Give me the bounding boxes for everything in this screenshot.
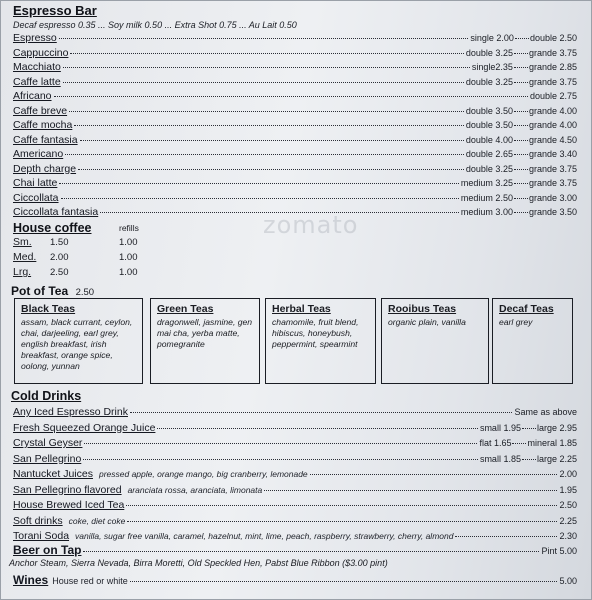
item-name: Africano <box>13 90 52 102</box>
beer-heading: Beer on Tap <box>13 543 82 557</box>
item-price-secondary: 1.95 <box>559 484 577 495</box>
tea-box-title: Black Teas <box>21 303 76 315</box>
item-price-secondary: grande 3.40 <box>528 149 577 159</box>
item-price-secondary: grande 4.50 <box>528 134 577 145</box>
menu-item-row <box>13 134 577 146</box>
dot-leader <box>84 443 477 444</box>
item-name: Fresh Squeezed Orange Juice <box>13 421 156 434</box>
tea-box-decaf <box>492 298 573 384</box>
item-price-primary: small 1.95 <box>479 422 521 433</box>
dot-leader <box>65 154 464 155</box>
dot-leader <box>514 169 528 170</box>
dot-leader <box>310 474 558 475</box>
item-name: Nantucket Juices <box>13 468 93 480</box>
coffee-refill-price: 1.00 <box>119 267 138 278</box>
coffee-price: 1.50 <box>50 237 69 248</box>
menu-item-row <box>13 437 577 449</box>
menu-item-row <box>13 530 577 542</box>
item-name: Caffe breve <box>13 104 68 117</box>
tea-box-title: Decaf Teas <box>499 303 554 315</box>
item-price-primary: medium 2.50 <box>460 192 513 203</box>
item-price-secondary: 2.25 <box>559 515 577 526</box>
menu-item-row <box>13 484 577 496</box>
item-price-primary: double 3.50 <box>465 120 513 130</box>
dot-leader <box>126 505 557 506</box>
dot-leader <box>455 536 557 537</box>
dot-leader <box>59 183 459 184</box>
item-price-secondary: 2.00 <box>559 469 577 479</box>
wines-heading: Wines <box>13 573 49 587</box>
coffee-size: Sm. <box>13 236 32 248</box>
item-price-secondary: 2.50 <box>559 500 577 510</box>
menu-item-row <box>13 32 577 44</box>
tea-box-green <box>150 298 260 384</box>
dot-leader <box>83 459 478 460</box>
dot-leader <box>70 53 463 54</box>
item-price-primary: double 4.00 <box>465 134 513 145</box>
tea-box-desc: dragonwell, jasmine, gen mai cha, yerba matte, pomegranite <box>157 317 253 349</box>
tea-box-herbal <box>265 298 376 384</box>
dot-leader <box>514 125 528 126</box>
dot-leader <box>80 140 464 141</box>
menu-item-row <box>13 76 577 88</box>
item-name: Espresso <box>13 32 57 44</box>
menu-item-row <box>13 468 577 480</box>
item-price-primary: small 1.85 <box>479 453 521 464</box>
dot-leader <box>514 198 528 199</box>
item-name: San Pellegrino flavored <box>13 483 122 496</box>
pot-of-tea-price: 2.50 <box>75 287 95 298</box>
dot-leader <box>54 96 528 97</box>
tea-box-desc: earl grey <box>499 317 533 327</box>
item-price-secondary: grande 4.00 <box>528 120 577 130</box>
item-name: Soft drinks <box>13 514 63 527</box>
dot-leader <box>514 140 528 141</box>
item-price-primary: single 2.00 <box>470 33 514 43</box>
menu-item-row <box>13 177 577 189</box>
item-name: Crystal Geyser <box>13 437 83 449</box>
item-description: coke, diet coke <box>68 515 126 526</box>
menu-item-row <box>13 499 577 511</box>
menu-item-row <box>13 515 577 527</box>
dot-leader <box>514 212 528 213</box>
item-price-secondary: grande 3.75 <box>528 76 577 87</box>
item-price-secondary: large 2.95 <box>536 422 577 433</box>
coffee-price: 2.00 <box>50 252 69 263</box>
tea-box-desc: organic plain, vanilla <box>388 317 466 327</box>
item-name: Ciccollata fantasia <box>13 206 99 218</box>
tea-box-title: Green Teas <box>157 303 214 315</box>
beer-row <box>13 543 577 555</box>
menu-item-row <box>13 61 577 73</box>
item-price-primary: medium 3.00 <box>460 207 513 217</box>
item-price-secondary: double 2.75 <box>529 91 577 101</box>
coffee-size: Lrg. <box>13 266 32 278</box>
dot-leader <box>514 53 528 54</box>
tea-box-desc: chamomile, fruit blend, hibiscus, honeybush, peppermint, spearmint <box>272 317 359 349</box>
wines-price: 5.00 <box>559 576 577 586</box>
item-name: Cappuccino <box>13 46 69 59</box>
menu-item-row <box>13 90 577 102</box>
menu-item-row <box>13 105 577 117</box>
house-coffee-heading: House coffee <box>13 221 92 235</box>
item-name: San Pellegrino <box>13 452 82 465</box>
item-price-secondary: 2.30 <box>559 531 577 541</box>
tea-box-title: Herbal Teas <box>272 303 331 315</box>
coffee-size: Med. <box>13 251 37 263</box>
dot-leader <box>514 183 528 184</box>
dot-leader <box>157 428 478 429</box>
item-name: Torani Soda <box>13 530 70 542</box>
espresso-extras-note: Decaf espresso 0.35 ... Soy milk 0.50 ... Extra Shot 0.75 ... Au Lait 0.50 <box>13 20 297 30</box>
item-name: Americano <box>13 148 64 160</box>
item-price-primary: double 3.50 <box>465 105 513 116</box>
item-name: Caffe latte <box>13 75 61 88</box>
menu-item-row <box>13 453 577 465</box>
item-description: vanilla, sugar free vanilla, caramel, hazelnut, mint, lime, peach, raspberry, strawberry, cherry, almond <box>75 531 454 541</box>
dot-leader <box>130 581 558 582</box>
item-name: Caffe mocha <box>13 119 73 131</box>
item-price-primary: medium 3.25 <box>460 178 513 188</box>
espresso-bar-heading: Espresso Bar <box>13 3 97 18</box>
dot-leader <box>512 443 526 444</box>
menu-item-row <box>13 163 577 175</box>
item-price-secondary: Same as above <box>514 407 577 417</box>
item-price-primary: double 3.25 <box>465 76 513 87</box>
item-price-secondary: grande 3.00 <box>528 192 577 203</box>
beer-list: Anchor Steam, Sierra Nevada, Birra Moretti, Old Speckled Hen, Pabst Blue Ribbon ($3.00 pint) <box>9 558 388 568</box>
item-description: aranciata rossa, aranciata, limonata <box>127 484 263 495</box>
tea-box-rooibus <box>381 298 489 384</box>
item-price-primary: flat 1.65 <box>479 438 512 448</box>
menu-item-row <box>13 47 577 59</box>
dot-leader <box>63 67 470 68</box>
item-price-primary: double 2.65 <box>465 149 513 159</box>
item-price-primary: double 3.25 <box>465 163 513 174</box>
tea-box-title: Rooibus Teas <box>388 303 457 315</box>
refills-label: refills <box>119 223 139 233</box>
item-price-secondary: grande 3.75 <box>528 47 577 58</box>
coffee-refill-price: 1.00 <box>119 237 138 248</box>
wines-row <box>13 573 577 585</box>
item-price-secondary: double 2.50 <box>529 33 577 43</box>
item-name: Chai latte <box>13 177 58 189</box>
tea-box-desc: assam, black currant, ceylon, chai, darjeeling, earl grey, english breakfast, irish breakfast, orange spice, oolong, yunnan <box>21 317 133 371</box>
dot-leader <box>83 551 539 552</box>
menu-item-row <box>13 406 577 418</box>
wines-desc: House red or white <box>52 576 128 586</box>
item-price-secondary: grande 2.85 <box>528 62 577 72</box>
dot-leader <box>264 490 557 491</box>
dot-leader <box>127 521 557 522</box>
dot-leader <box>61 198 459 199</box>
dot-leader <box>130 412 512 413</box>
item-name: House Brewed Iced Tea <box>13 499 125 511</box>
dot-leader <box>69 111 464 112</box>
dot-leader <box>514 154 528 155</box>
dot-leader <box>522 459 536 460</box>
coffee-refill-price: 1.00 <box>119 252 138 263</box>
item-name: Any Iced Espresso Drink <box>13 406 128 418</box>
dot-leader <box>63 82 464 83</box>
item-name: Macchiato <box>13 61 61 73</box>
item-name: Caffe fantasia <box>13 133 78 146</box>
dot-leader <box>59 38 469 39</box>
coffee-price: 2.50 <box>50 267 69 278</box>
dot-leader <box>514 82 528 83</box>
item-price-primary: single2.35 <box>471 62 513 72</box>
beer-price: Pint 5.00 <box>541 546 577 556</box>
item-price-secondary: grande 3.50 <box>528 207 577 217</box>
pot-of-tea-title: Pot of Tea <box>11 284 69 298</box>
dot-leader <box>522 428 536 429</box>
item-name: Ciccollata <box>13 191 59 204</box>
item-price-secondary: grande 3.75 <box>528 163 577 174</box>
item-price-secondary: large 2.25 <box>536 453 577 464</box>
item-name: Depth charge <box>13 162 77 175</box>
item-price-secondary: mineral 1.85 <box>527 438 577 448</box>
dot-leader <box>74 125 464 126</box>
item-price-primary: double 3.25 <box>465 47 513 58</box>
cold-drinks-heading: Cold Drinks <box>11 389 82 403</box>
menu-item-row <box>13 119 577 131</box>
watermark: zomato <box>263 211 359 239</box>
item-price-secondary: grande 3.75 <box>528 178 577 188</box>
menu-item-row <box>13 148 577 160</box>
tea-box-black <box>14 298 143 384</box>
dot-leader <box>515 38 529 39</box>
menu-item-row <box>13 422 577 434</box>
item-price-secondary: grande 4.00 <box>528 105 577 116</box>
dot-leader <box>514 67 528 68</box>
dot-leader <box>78 169 464 170</box>
item-description: pressed apple, orange mango, big cranberry, lemonade <box>98 469 308 479</box>
menu-item-row <box>13 192 577 204</box>
dot-leader <box>514 111 528 112</box>
